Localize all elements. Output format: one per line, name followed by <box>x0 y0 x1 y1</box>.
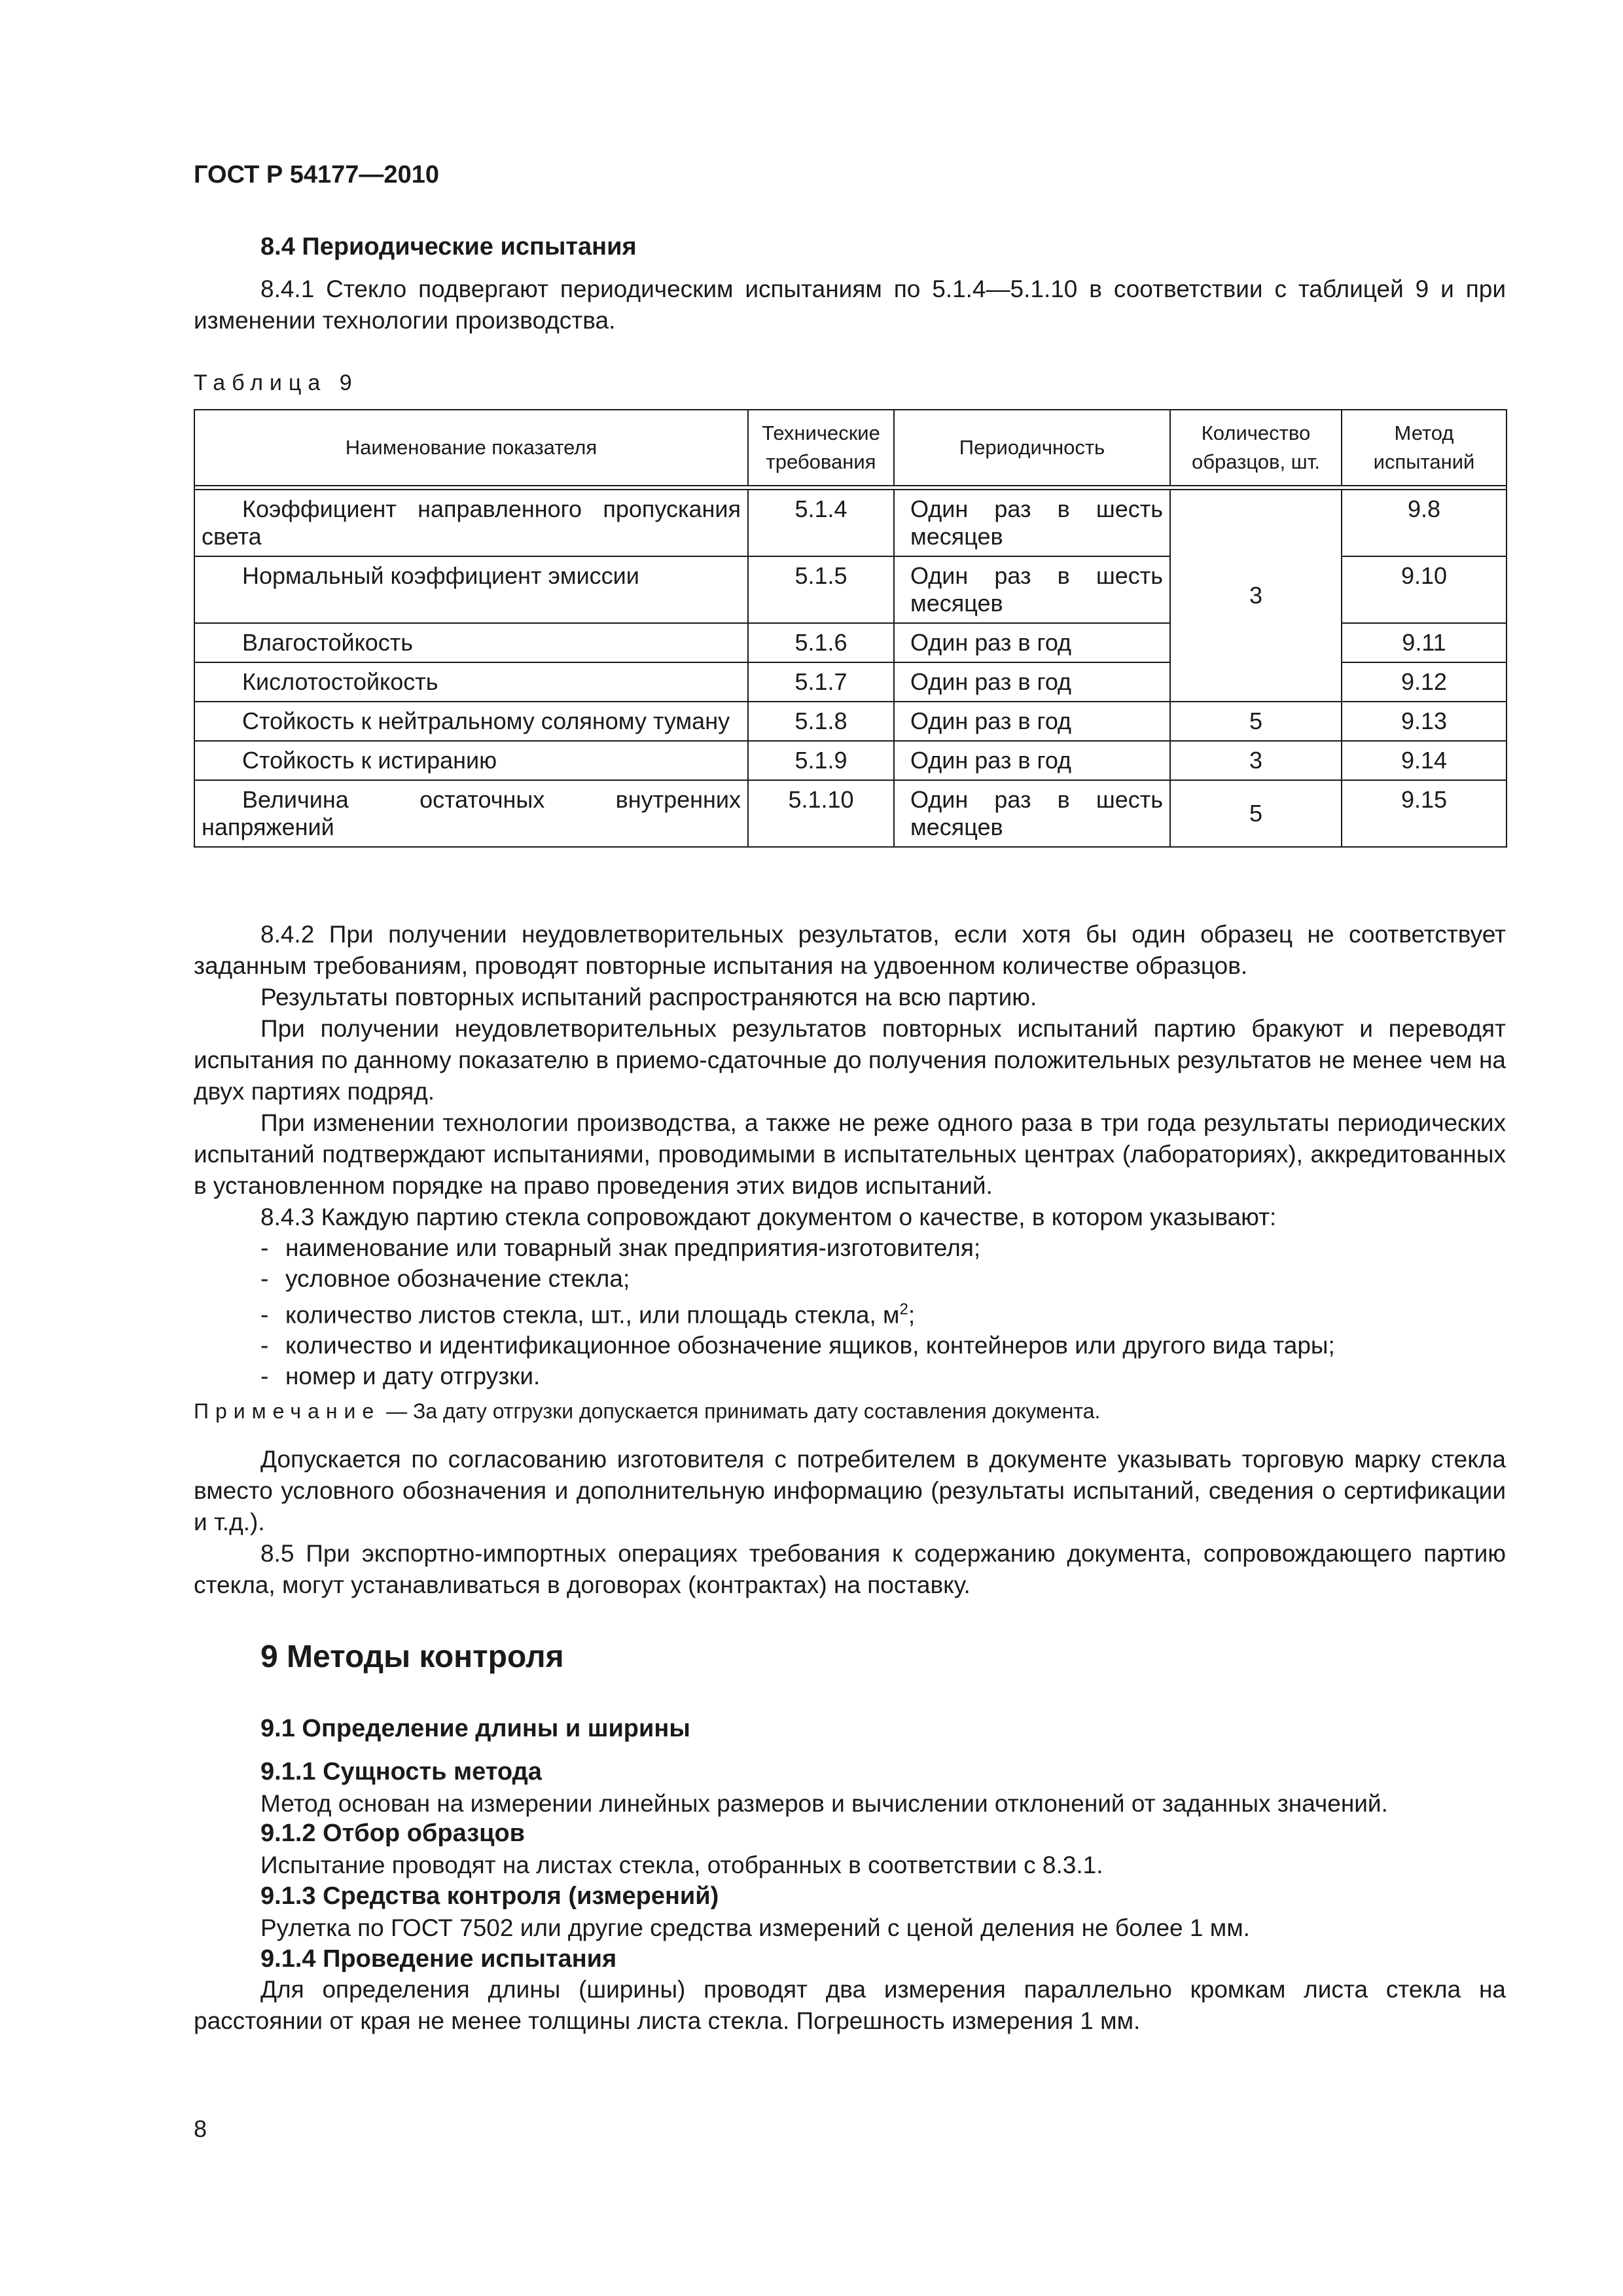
document-code: ГОСТ Р 54177—2010 <box>194 161 439 188</box>
paragraph-9-1-1: Метод основан на измерении линейных размеров и вычислении отклонений от заданных значений. <box>260 1790 1388 1817</box>
header-name: Наименование показателя <box>194 410 748 486</box>
heading-9-1-1: 9.1.1 Сущность метода <box>260 1758 542 1785</box>
paragraph-8-4-3: 8.4.3 Каждую партию стекла сопровождают документом о качестве, в котором указывают: <box>260 1204 1277 1230</box>
cell-sample-count: 5 <box>1170 780 1342 847</box>
paragraph-8-4-2-results: Результаты повторных испытаний распространяются на всю партию. <box>260 984 1037 1011</box>
cell-method: 9.15 <box>1342 780 1507 847</box>
cell-requirement: 5.1.6 <box>748 623 894 662</box>
list-item: - количество и идентификационное обозначение ящиков, контейнеров или другого вида тары; <box>260 1332 1335 1359</box>
paragraph-8-4-2-reject: При получении неудовлетворительных результатов повторных испытаний партию бракуют и переводят испытания по данному показателю в приемо-сдаточные до получения положительных результатов не менее чем на двух партиях подряд. <box>194 1015 1506 1105</box>
cell-sample-count: 3 <box>1170 490 1342 702</box>
paragraph-8-5: 8.5 При экспортно-импортных операциях требования к содержанию документа, сопровождающего партию стекла, могут устанавливаться в договорах (контрактах) на поставку. <box>194 1540 1506 1598</box>
paragraph-8-4-1: 8.4.1 Стекло подвергают периодическим испытаниям по 5.1.4—5.1.10 в соответствии с таблицей 9 и при изменении технологии производства. <box>194 276 1506 334</box>
cell-periodicity: Один раз в год <box>894 623 1170 662</box>
cell-method: 9.10 <box>1342 556 1507 623</box>
heading-9-1: 9.1 Определение длины и ширины <box>260 1715 690 1742</box>
paragraph-9-1-4: Для определения длины (ширины) проводят два измерения параллельно кромкам листа стекла на расстоянии от края не менее толщины листа стекла. Погрешность измерения 1 мм. <box>194 1976 1506 2034</box>
document-contents-list <box>260 1232 1504 1391</box>
paragraph-8-4-2-technology: При изменении технологии производства, а также не реже одного раза в три года результаты периодических испытаний подтверждают испытаниями, проводимыми в испытательных центрах (лабораториях), аккредитованных в установленном порядке на право проведения этих видов испытаний. <box>194 1109 1506 1199</box>
cell-method: 9.13 <box>1342 702 1507 741</box>
cell-periodicity: Один раз в год <box>894 702 1170 741</box>
cell-method: 9.8 <box>1342 490 1507 556</box>
paragraph-8-4-2: 8.4.2 При получении неудовлетворительных результатов, если хотя бы один образец не соответствует заданным требованиям, проводят повторные испытания на удвоенном количестве образцов. <box>194 921 1506 979</box>
cell-name: Кислотостойкость <box>194 662 748 702</box>
cell-sample-count: 5 <box>1170 702 1342 741</box>
cell-requirement: 5.1.10 <box>748 780 894 847</box>
cell-name: Нормальный коэффициент эмиссии <box>194 556 748 623</box>
cell-name: Влагостойкость <box>194 623 748 662</box>
heading-9-1-4: 9.1.4 Проведение испытания <box>260 1945 617 1973</box>
header-test-method: Метод испытаний <box>1342 410 1507 486</box>
note <box>194 1399 1100 1424</box>
page-number: 8 <box>194 2115 207 2142</box>
header-sample-count: Количество образцов, шт. <box>1170 410 1342 486</box>
table-row <box>194 780 1507 847</box>
list-item: - количество листов стекла, шт., или площадь стекла, $м^2$; <box>260 1300 916 1329</box>
table-row <box>194 702 1507 741</box>
list-item: - наименование или товарный знак предприятия-изготовителя; <box>260 1234 981 1261</box>
cell-sample-count: 3 <box>1170 741 1342 780</box>
cell-requirement: 5.1.7 <box>748 662 894 702</box>
table-9-caption: Таблица 9 <box>194 370 359 395</box>
note-label: Примечание <box>194 1399 381 1423</box>
cell-requirement: 5.1.5 <box>748 556 894 623</box>
cell-periodicity: Один раз в год <box>894 741 1170 780</box>
table-header-row <box>194 410 1507 486</box>
note-text: — За дату отгрузки допускается принимать дату составления документа. <box>380 1399 1101 1423</box>
paragraph-9-1-3: Рулетка по ГОСТ 7502 или другие средства измерений с ценой деления не более 1 мм. <box>260 1914 1250 1941</box>
paragraph-9-1-2: Испытание проводят на листах стекла, отобранных в соответствии с 8.3.1. <box>260 1852 1103 1878</box>
list-item: - условное обозначение стекла; <box>260 1265 630 1292</box>
cell-method: 9.12 <box>1342 662 1507 702</box>
cell-periodicity: Один раз в шесть месяцев <box>894 556 1170 623</box>
cell-name: Стойкость к нейтральному соляному туману <box>194 702 748 741</box>
list-item: - номер и дату отгрузки. <box>260 1363 541 1390</box>
cell-method: 9.14 <box>1342 741 1507 780</box>
heading-9-1-2: 9.1.2 Отбор образцов <box>260 1820 526 1847</box>
table-row <box>194 490 1507 556</box>
cell-method: 9.11 <box>1342 623 1507 662</box>
table-9 <box>194 409 1507 848</box>
cell-name: Величина остаточных внутренних напряжений <box>194 780 748 847</box>
cell-requirement: 5.1.4 <box>748 490 894 556</box>
cell-name: Стойкость к истиранию <box>194 741 748 780</box>
cell-requirement: 5.1.8 <box>748 702 894 741</box>
heading-8-4: 8.4 Периодические испытания <box>260 233 637 260</box>
heading-9-1-3: 9.1.3 Средства контроля (измерений) <box>260 1882 719 1910</box>
cell-periodicity: Один раз в шесть месяцев <box>894 490 1170 556</box>
cell-periodicity: Один раз в шесть месяцев <box>894 780 1170 847</box>
header-periodicity: Периодичность <box>894 410 1170 486</box>
cell-name: Коэффициент направленного пропускания света <box>194 490 748 556</box>
cell-requirement: 5.1.9 <box>748 741 894 780</box>
heading-9: 9 Методы контроля <box>260 1640 564 1674</box>
cell-periodicity: Один раз в год <box>894 662 1170 702</box>
table-row <box>194 741 1507 780</box>
paragraph-trademark: Допускается по согласованию изготовителя с потребителем в документе указывать торговую марку стекла вместо условного обозначения и дополнительную информацию (результаты испытаний, сведения о сертификации и т.д.). <box>194 1446 1506 1535</box>
header-requirements: Технические требования <box>748 410 894 486</box>
